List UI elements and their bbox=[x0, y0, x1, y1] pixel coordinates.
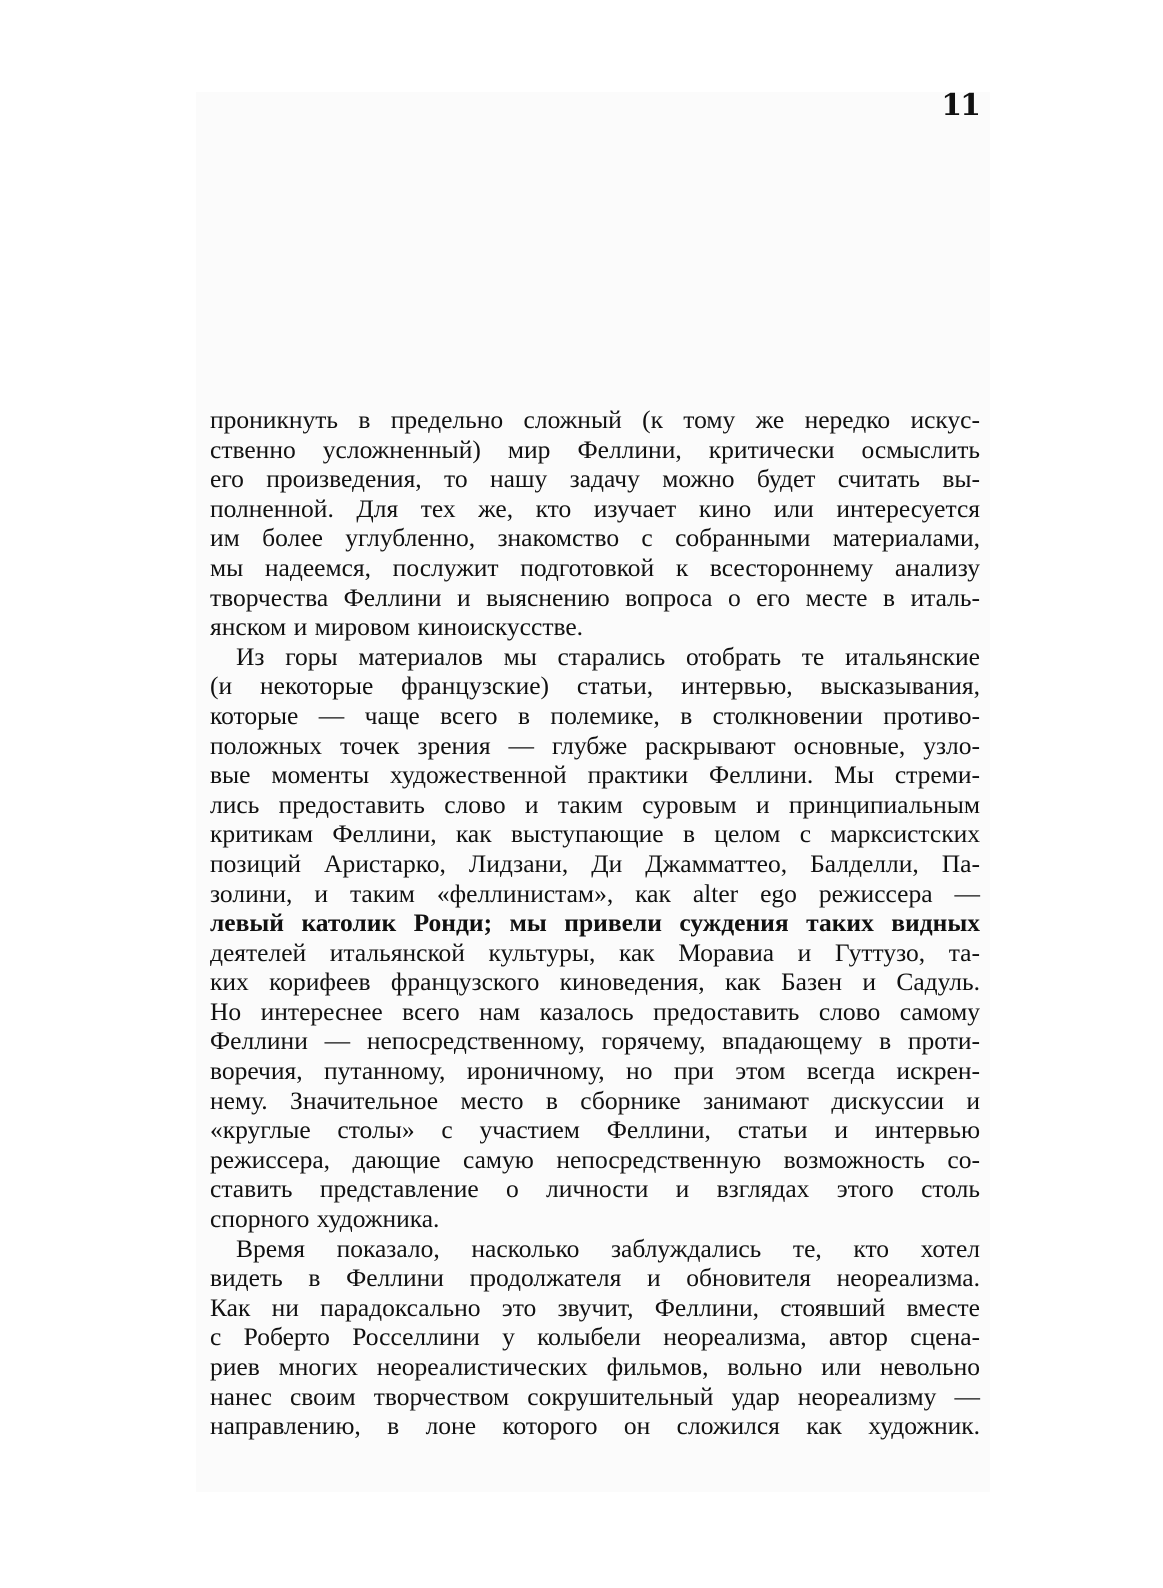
text-line: творчества Феллини и выяснению вопроса о его месте в италь- bbox=[210, 582, 980, 612]
text-line: Как ни парадоксально это звучит, Феллини, стоявший вместе bbox=[210, 1292, 980, 1322]
text-line: которые — чаще всего в полемике, в столкновении противо- bbox=[210, 700, 980, 730]
paragraph-2 bbox=[210, 642, 980, 1234]
text-line: воречия, путанному, ироничному, но при этом всегда искрен- bbox=[210, 1056, 980, 1086]
text-line: Время показало, насколько заблуждались те, кто хотел bbox=[236, 1233, 980, 1263]
text-line: режиссера, дающие самую непосредственную возможность со- bbox=[210, 1144, 980, 1174]
text-line: ких корифеев французского киноведения, как Базен и Садуль. bbox=[210, 967, 980, 997]
text-line: (и некоторые французские) статьи, интервью, высказывания, bbox=[210, 671, 980, 701]
paragraph-1 bbox=[210, 405, 980, 642]
text-line: критикам Феллини, как выступающие в целом с марксистских bbox=[210, 819, 980, 849]
text-line: «круглые столы» с участием Феллини, статьи и интервью bbox=[210, 1115, 980, 1145]
text-line: лись предоставить слово и таким суровым и принципиальным bbox=[210, 789, 980, 819]
text-line: полненной. Для тех же, кто изучает кино или интересуется bbox=[210, 493, 980, 523]
text-line: левый католик Ронди; мы привели суждения таких видных bbox=[210, 908, 980, 938]
page-number: 11 bbox=[941, 88, 979, 123]
text-line: положных точек зрения — глубже раскрывают основные, узло- bbox=[210, 730, 980, 760]
text-line: позиций Аристарко, Лидзани, Ди Джамматтео, Балделли, Па- bbox=[210, 848, 980, 878]
paragraph-3 bbox=[210, 1234, 980, 1441]
text-line: мы надеемся, послужит подготовкой к всестороннему анализу bbox=[210, 552, 980, 582]
text-line: направлению, в лоне которого он сложился как художник. bbox=[210, 1411, 980, 1441]
text-line: ставить представление о личности и взглядах этого столь bbox=[210, 1174, 980, 1204]
text-line: его произведения, то нашу задачу можно будет считать вы- bbox=[210, 464, 980, 494]
text-line: риев многих неореалистических фильмов, вольно или невольно bbox=[210, 1352, 980, 1381]
text-line: Из горы материалов мы старались отобрать те итальянские bbox=[236, 641, 980, 671]
text-line: проникнуть в предельно сложный (к тому же нередко искус- bbox=[210, 405, 980, 434]
text-line: Но интереснее всего нам казалось предоставить слово самому bbox=[210, 996, 980, 1026]
text-line: золини, и таким «феллинистам», как alter ego режиссера — bbox=[210, 878, 980, 908]
text-line: янском и мировом киноискусстве. bbox=[210, 612, 584, 642]
text-line: деятелей итальянской культуры, как Моравиа и Гуттузо, та- bbox=[210, 937, 980, 967]
text-line: вые моменты художественной практики Феллини. Мы стреми- bbox=[210, 760, 980, 790]
text-line: нанес своим творчеством сокрушительный удар неореализму — bbox=[210, 1381, 980, 1411]
text-line: Феллини — непосредственному, горячему, впадающему в проти- bbox=[210, 1026, 980, 1056]
text-line: с Роберто Росселлини у колыбели неореализма, автор сцена- bbox=[210, 1322, 980, 1352]
text-line: нему. Значительное место в сборнике занимают дискуссии и bbox=[210, 1085, 980, 1115]
text-line: ственно усложненный) мир Феллини, критически осмыслить bbox=[210, 434, 980, 464]
text-line: им более углубленно, знакомство с собранными материалами, bbox=[210, 523, 980, 553]
text-line: спорного художника. bbox=[210, 1204, 440, 1234]
text-line: видеть в Феллини продолжателя и обновителя неореализма. bbox=[210, 1263, 980, 1293]
body-text bbox=[210, 405, 980, 1441]
